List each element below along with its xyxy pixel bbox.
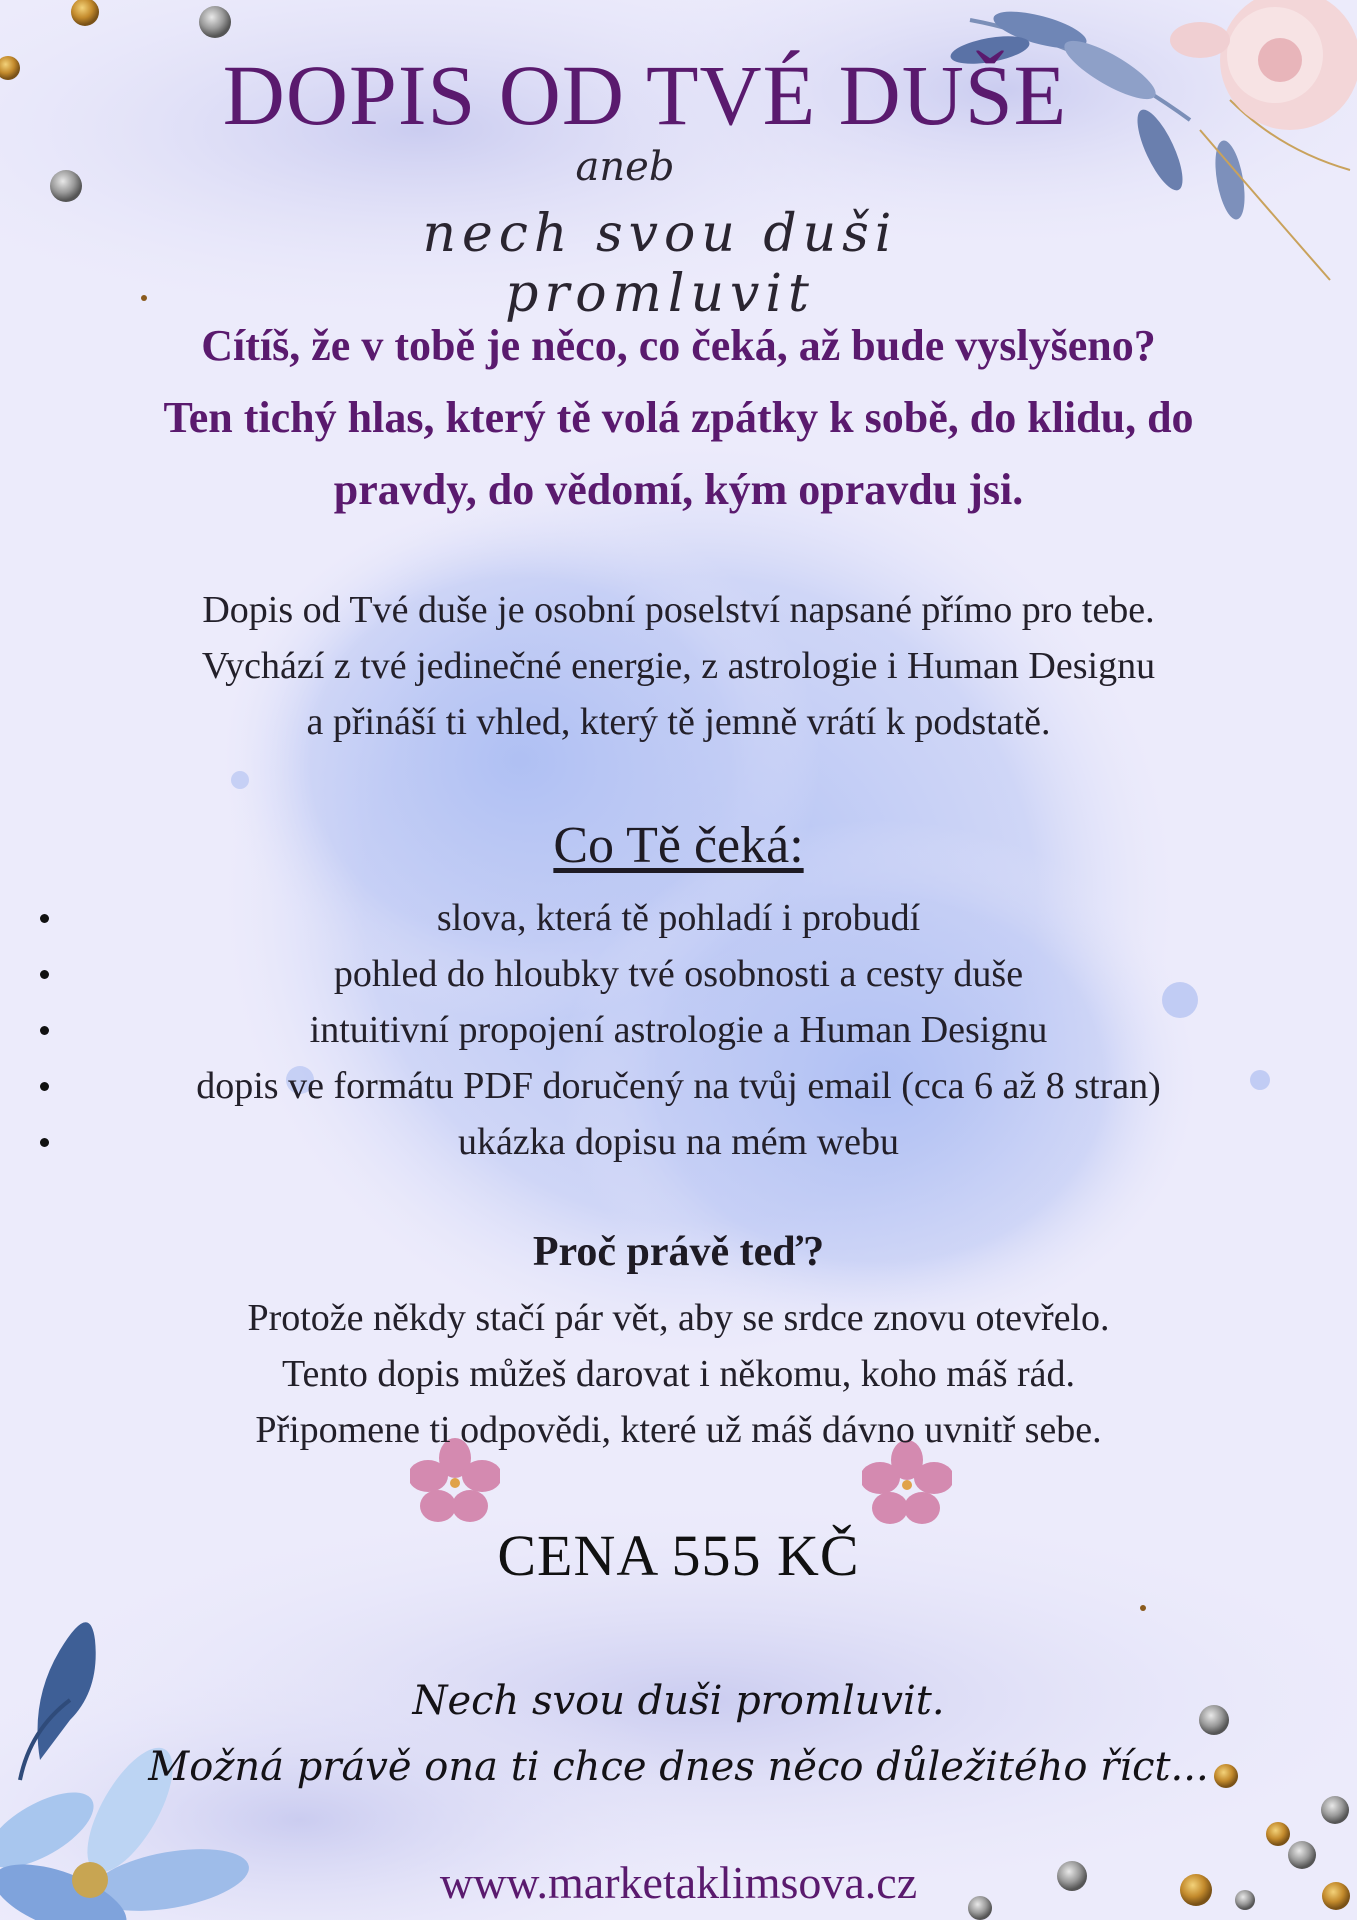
features-heading: Co Tě čeká: xyxy=(553,817,804,874)
bullet-dot-icon xyxy=(40,914,49,923)
feature-item: ukázka dopisu na mém webu xyxy=(0,1114,1357,1170)
description-line-3: a přináší ti vhled, který tě jemně vrátí k podstatě. xyxy=(306,701,1051,743)
why-line-2: Tento dopis můžeš darovat i někomu, koho máš rád. xyxy=(281,1353,1076,1395)
bullet-dot-icon xyxy=(40,1138,49,1147)
intro-line-3: pravdy, do vědomí, kým opravdu jsi. xyxy=(333,465,1024,514)
bullet-dot-icon xyxy=(40,1082,49,1091)
description-line-1: Dopis od Tvé duše je osobní poselství napsané přímo pro tebe. xyxy=(202,589,1155,631)
features-list xyxy=(0,890,1357,1170)
outro-block xyxy=(0,1668,1357,1800)
website-link[interactable]: www.marketaklimsova.cz xyxy=(439,1857,918,1908)
feature-item: pohled do hloubky tvé osobnosti a cesty duše xyxy=(0,946,1357,1002)
intro-block xyxy=(60,310,1297,526)
why-block xyxy=(60,1290,1297,1458)
bullet-dot-icon xyxy=(40,1026,49,1035)
page-title: DOPIS OD TVÉ DUŠE xyxy=(222,47,1068,143)
feature-item: slova, která tě pohladí i probudí xyxy=(0,890,1357,946)
intro-line-2: Ten tichý hlas, který tě volá zpátky k sobě, do klidu, do xyxy=(163,393,1194,442)
why-heading: Proč právě teď? xyxy=(532,1229,825,1275)
aneb-text: aneb xyxy=(575,144,675,190)
feature-item: dopis ve formátu PDF doručený na tvůj email (cca 6 až 8 stran) xyxy=(0,1058,1357,1114)
intro-line-1: Cítíš, že v tobě je něco, co čeká, až bude vyslyšeno? xyxy=(201,321,1156,370)
bullet-dot-icon xyxy=(40,970,49,979)
feature-item: intuitivní propojení astrologie a Human Designu xyxy=(0,1002,1357,1058)
subtitle: nech svou duši promluvit xyxy=(422,204,898,324)
why-line-1: Protože někdy stačí pár vět, aby se srdce znovu otevřelo. xyxy=(247,1297,1110,1339)
why-line-3: Připomene ti odpovědi, které už máš dávno uvnitř sebe. xyxy=(255,1409,1102,1451)
description-block xyxy=(60,582,1297,750)
outro-line-2: Možná právě ona ti chce dnes něco důležitého říct... xyxy=(148,1744,1209,1790)
description-line-2: Vychází z tvé jedinečné energie, z astrologie i Human Designu xyxy=(201,645,1156,687)
price-label: CENA 555 KČ xyxy=(497,1523,860,1588)
outro-line-1: Nech svou duši promluvit. xyxy=(412,1678,945,1724)
